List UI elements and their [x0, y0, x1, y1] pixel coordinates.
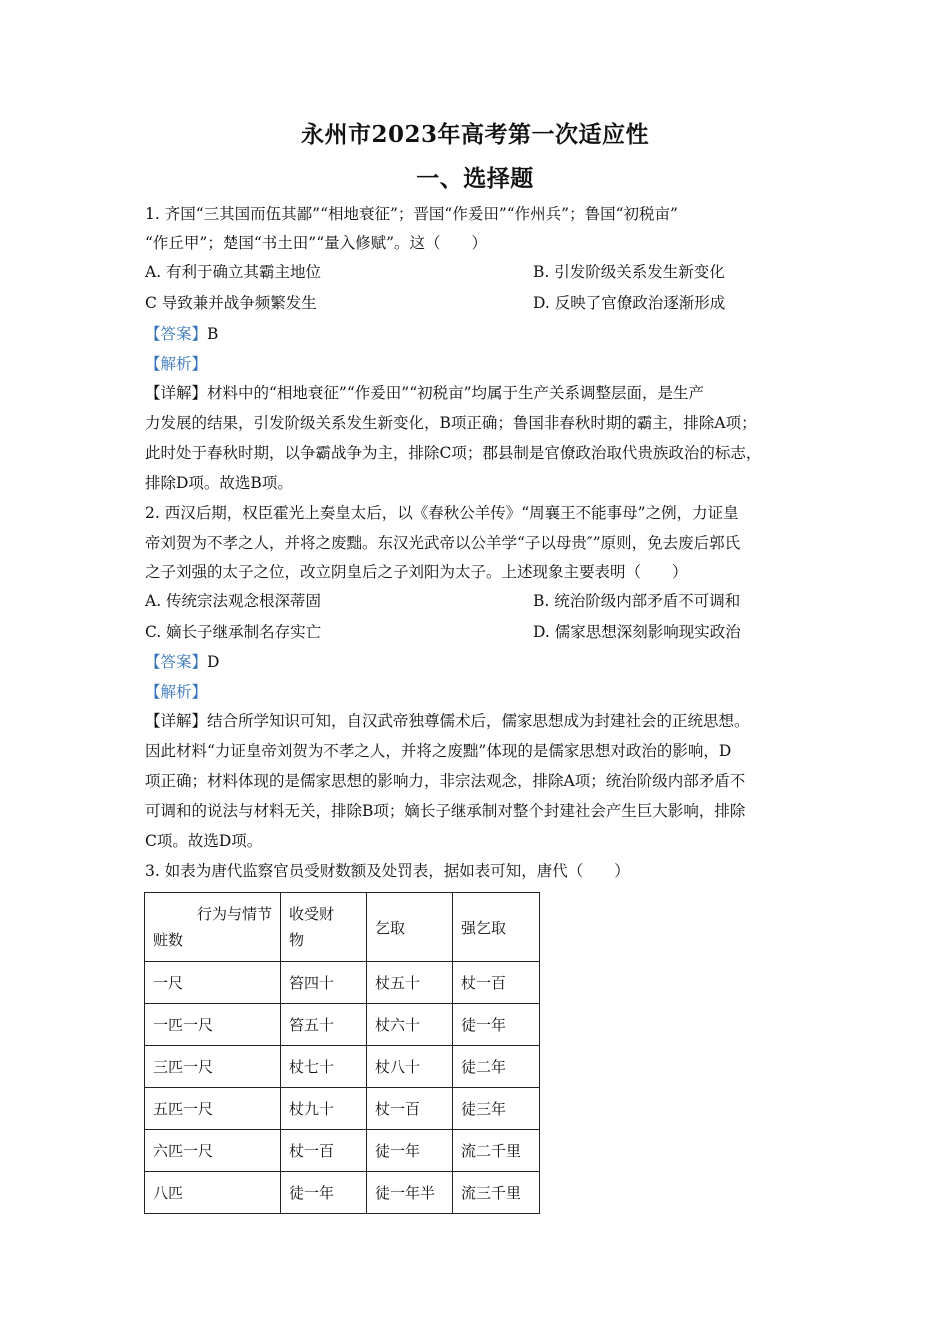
- table-cell: 三匹一尺: [145, 1046, 281, 1088]
- q1-analysis-label: 【解析】: [145, 355, 208, 373]
- q1-stem-line-2: “作丘甲”；楚国“书土田”“量入修赋”。这（ ）: [145, 234, 488, 252]
- table-cell: 一匹一尺: [145, 1004, 281, 1046]
- q3-stem: 3. 如表为唐代监察官员受财数额及处罚表，据如表可知，唐代（ ）: [145, 862, 630, 880]
- table-row: [145, 1172, 540, 1214]
- q1-detail-line-3: 此时处于春秋时期，以争霸战争为主，排除C项；郡县制是官僚政治取代贵族政治的标志，: [145, 444, 762, 462]
- q2-option-a: A. 传统宗法观念根深蒂固: [145, 592, 322, 610]
- q1-detail-line-2: 力发展的结果，引发阶级关系发生新变化，B项正确；鲁国非春秋时期的霸主，排除A项；: [145, 414, 757, 432]
- table-cell: 徒一年: [453, 1004, 540, 1046]
- table-cell: 杖九十: [281, 1088, 367, 1130]
- q2-option-c: C. 嫡长子继承制名存实亡: [145, 623, 322, 641]
- q1-option-d: D. 反映了官僚政治逐渐形成: [533, 294, 726, 312]
- q2-answer-label: 【答案】: [145, 653, 208, 671]
- page-title: 永州市2023年高考第一次适应性: [300, 121, 649, 148]
- q1-option-b: B. 引发阶级关系发生新变化: [533, 263, 725, 281]
- q2-detail-line-4: 可调和的说法与材料无关，排除B项；嫡长子继承制对整个封建社会产生巨大影响，排除: [145, 802, 746, 820]
- table-cell: 徒二年: [453, 1046, 540, 1088]
- table-row: [145, 1088, 540, 1130]
- table-row: [145, 962, 540, 1004]
- q2-answer-value: D: [207, 653, 220, 671]
- q2-stem-line-3: 之子刘强的太子之位，改立阴皇后之子刘阳为太子。上述现象主要表明（ ）: [145, 563, 688, 581]
- table-header-row: [145, 893, 540, 962]
- q1-detail-line-4: 排除D项。故选B项。: [145, 474, 293, 492]
- q1-detail-line-1: 【详解】材料中的“相地衰征”“作爰田”“初税亩”均属于生产关系调整层面，是生产: [145, 384, 705, 402]
- table-cell: 徒一年: [367, 1130, 453, 1172]
- table-cell: 笞五十: [281, 1004, 367, 1046]
- table-cell: 杖六十: [367, 1004, 453, 1046]
- table-cell: 一尺: [145, 962, 281, 1004]
- q1-option-c: C 导致兼并战争频繁发生: [145, 294, 317, 312]
- q2-stem-line-1: 2. 西汉后期，权臣霍光上奏皇太后，以《春秋公羊传》“周襄王不能事母”之例，力证皇: [145, 504, 739, 522]
- table-cell: 徒三年: [453, 1088, 540, 1130]
- q2-detail-line-1: 【详解】结合所学知识可知，自汉武帝独尊儒术后，儒家思想成为封建社会的正统思想。: [145, 712, 750, 730]
- col2-header-line-1: 收受财: [289, 905, 335, 923]
- table-row: [145, 1130, 540, 1172]
- table-cell: 徒一年: [281, 1172, 367, 1214]
- corner-bottom-label: 赃数: [153, 931, 184, 949]
- table-cell: 笞四十: [281, 962, 367, 1004]
- table-cell: 杖八十: [367, 1046, 453, 1088]
- section-heading: 一、选择题: [416, 165, 534, 192]
- table-cell: 杖五十: [367, 962, 453, 1004]
- q1-stem-line-1: 1. 齐国“三其国而伍其鄙”“相地衰征”；晋国“作爰田”“作州兵”；鲁国“初税亩”: [145, 205, 678, 223]
- q2-analysis-label: 【解析】: [145, 683, 208, 701]
- table-row: [145, 1046, 540, 1088]
- table-row: [145, 1004, 540, 1046]
- q1-answer: [145, 324, 810, 344]
- table-cell: 杖七十: [281, 1046, 367, 1088]
- table-cell: 杖一百: [367, 1088, 453, 1130]
- table-header-cell: [281, 893, 367, 962]
- q2-option-d: D. 儒家思想深刻影响现实政治: [533, 623, 741, 641]
- col2-header-line-2: 物: [289, 931, 305, 949]
- corner-top-label: 行为与情节: [196, 905, 272, 923]
- table-cell: 六匹一尺: [145, 1130, 281, 1172]
- q2-stem-line-2: 帝刘贺为不孝之人，并将之废黜。东汉光武帝以公羊学“子以母贵″”原则，免去废后郭氏: [145, 534, 741, 552]
- table-header-cell: 强乞取: [453, 893, 540, 962]
- table-cell: 流二千里: [453, 1130, 540, 1172]
- table-cell: 杖一百: [281, 1130, 367, 1172]
- q2-detail-line-2: 因此材料“力证皇帝刘贺为不孝之人，并将之废黜”体现的是儒家思想对政治的影响，D: [145, 742, 732, 760]
- table-cell: 徒一年半: [367, 1172, 453, 1214]
- q2-option-b: B. 统治阶级内部矛盾不可调和: [533, 592, 741, 610]
- table-cell: 八匹: [145, 1172, 281, 1214]
- table-cell: 杖一百: [453, 962, 540, 1004]
- q1-answer-value: B: [207, 325, 219, 343]
- q2-answer: [145, 652, 810, 672]
- penalty-table: [144, 892, 540, 1214]
- table-header-cell: 乞取: [367, 893, 453, 962]
- q2-detail-line-5: C项。故选D项。: [145, 832, 263, 850]
- table-corner-cell: [145, 893, 281, 962]
- q2-detail-line-3: 项正确；材料体现的是儒家思想的影响力，非宗法观念，排除A项；统治阶级内部矛盾不: [145, 772, 746, 790]
- table-cell: 流三千里: [453, 1172, 540, 1214]
- q1-answer-label: 【答案】: [145, 325, 208, 343]
- table-cell: 五匹一尺: [145, 1088, 281, 1130]
- q1-option-a: A. 有利于确立其霸主地位: [145, 263, 322, 281]
